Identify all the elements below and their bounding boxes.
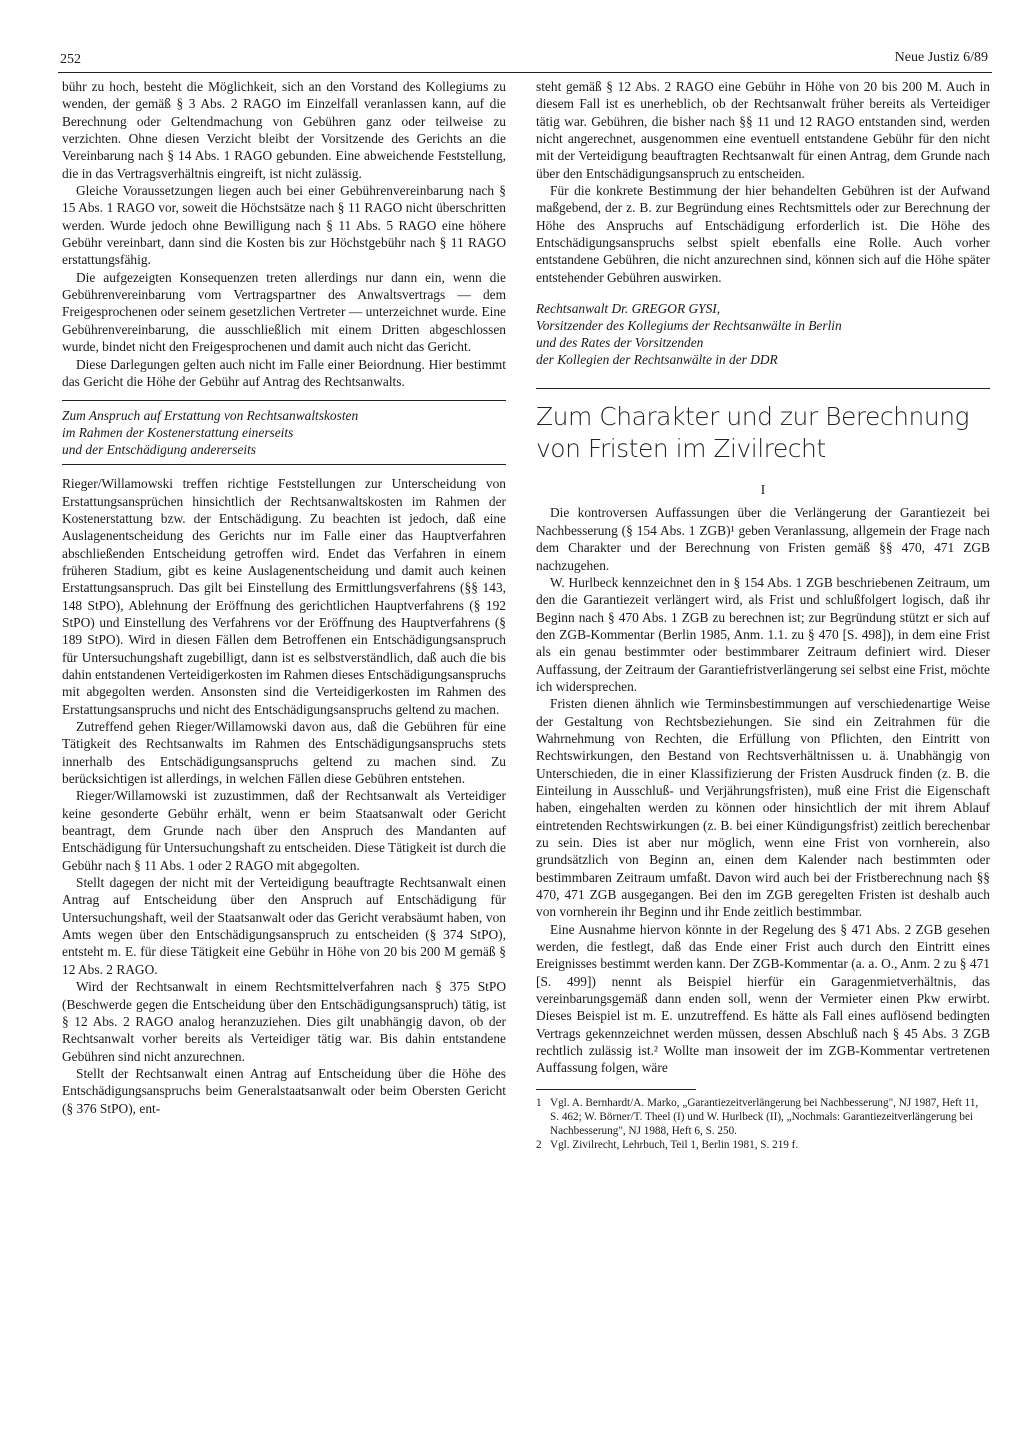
paragraph: Diese Darlegungen gelten auch nicht im Falle einer Beiordnung. Hier bestimmt das Gericht die Höhe der Gebühr auf Antrag des Rechtsanwalts. (62, 356, 506, 389)
section-number: I (760, 482, 766, 498)
comment-heading-line: und der Entschädigung andererseits (62, 442, 257, 458)
header-rule (58, 72, 992, 73)
signature-line: Vorsitzender des Kollegiums der Rechtsanwälte in Berlin (536, 318, 842, 334)
footnote-number: 1 (536, 1096, 542, 1109)
paragraph: W. Hurlbeck kennzeichnet den in § 154 Abs. 1 ZGB beschriebenen Zeitraum, um den die Garantiezeit verlängert wird, als Frist und schlußfolgert logisch, daß ihr Beginn nach § 470 Abs. 1 ZGB zu berechnen ist; zur Begründung stützt er sich auf den ZGB-Kommentar (Berlin 1985, Anm. 1.1. zu § 470 [S. 498]), in dem eine Frist als ein genau bestimmter oder bestimmbarer Zeitraum definiert wird. Dieser Auffassung, der Zeitraum der Garantiefristverlängerung sei selbst eine Frist, möchte ich widersprechen. (536, 574, 990, 694)
section-rule (62, 464, 506, 465)
footnote (536, 1138, 990, 1152)
article-title-line: Zum Charakter und zur Berechnung (536, 402, 970, 432)
comment-heading (62, 407, 506, 458)
paragraph: bühr zu hoch, besteht die Möglichkeit, sich an den Vorstand des Kollegiums zu wenden, der gemäß § 3 Abs. 2 RAGO im Einzelfall veranlassen kann, auf die Berechnung oder Geltendmachung von Gebühren ganz oder teilweise zu verzichten. Ohne diesen Verzicht bleibt der Vorsitzende des Gerichts an die Vereinbarung nach § 14 Abs. 1 RAGO gebunden. Eine abweichende Feststellung, die in das Vertragsverhältnis eingreift, ist nicht zulässig. (62, 79, 506, 181)
paragraph: Gleiche Voraussetzungen liegen auch bei einer Gebührenvereinbarung nach § 15 Abs. 1 RAGO vor, soweit die Höchstsätze nach § 11 RAGO nicht überschritten werden. Wurde jedoch ohne Bewilligung nach § 11 Abs. 5 RAGO eine höhere Gebühr vereinbart, dann sind die Kosten bis zur Höchstgebühr nach § 11 RAGO erstattungsfähig. (62, 183, 506, 268)
right-column (536, 78, 990, 1152)
paragraph: Rieger/Willamowski treffen richtige Feststellungen zur Unterscheidung von Erstattungsansprüchen hinsichtlich der Rechtsanwaltskosten im Rahmen der Kostenerstattung bzw. der Entschädigung. Zu beachten ist jedoch, daß eine Auslagenentscheidung des Gerichts nur im Falle einer das Hauptverfahren abschließenden Entscheidung getroffen wird. Endet das Verfahren in einem früheren Stadium, gibt es keine Auslagenentscheidung und damit auch keinen Erstattungsanspruch. Das gilt bei Einstellung des Ermittlungsverfahrens (§§ 143, 148 StPO), Ablehnung der Eröffnung des gerichtlichen Hauptverfahrens (§ 192 StPO) und Einstellung des Verfahrens vor der Eröffnung des Hauptverfahrens (§ 189 StPO). Wird in diesen Fällen dem Betroffenen ein Entschädigungsanspruch für Untersuchungshaft zugebilligt, dann ist es selbstverständlich, daß auch die bis dahin entstandenen Verteidigerkosten im Rahmen dieses Entschädigungsanspruchs mit abgegolten werden. Ansonsten sind die Verteidigerkosten im Rahmen des Erstattungsanspruchs und nicht des Entschädigungsanspruchs geltend zu machen. (62, 476, 506, 717)
author-signature (536, 300, 990, 368)
journal-issue: Neue Justiz 6/89 (894, 50, 988, 65)
footnote-text: Vgl. A. Bernhardt/A. Marko, „Garantiezeitverlängerung bei Nachbesserung", NJ 1987, Heft 11, S. 462; W. Börner/T. Theel (I) und W. Hurlbeck (II), „Nochmals: Garantiezeitverlängerung bei Nachbesserung", NJ 1988, Heft 6, S. 250. (550, 1096, 979, 1137)
signature-line: und des Rates der Vorsitzenden (536, 335, 704, 351)
footnote-number: 2 (536, 1138, 542, 1151)
paragraph: Eine Ausnahme hiervon könnte in der Regelung des § 471 Abs. 2 ZGB gesehen werden, die festlegt, daß das Ende einer Frist auch durch den Eintritt eines Ereignisses bestimmt werden kann. Der ZGB-Kommentar (a. a. O., Anm. 2 zu § 471 [S. 499]) nennt als Beispiel hierfür ein Garagenmietverhältnis, das vereinbarungsgemäß dann enden soll, wenn der Vermieter einen Pkw erwirbt. Dieses Beispiel ist m. E. unzutreffend. Es hätte als Fall eines auflösend bedingten Vertrags gekennzeichnet werden müssen, dessen Abschluß nach § 45 Abs. 3 ZGB rechtlich zulässig ist.² Wollte man insoweit der im ZGB-Kommentar vertretenen Auffassung folgen, wäre (536, 921, 990, 1076)
article-title-line: von Fristen im Zivilrecht (536, 434, 826, 464)
paragraph: Rieger/Willamowski ist zuzustimmen, daß der Rechtsanwalt als Verteidiger keine gesonderte Gebühr erhält, wenn er beim Staatsanwalt oder Gericht beantragt, dem Grunde nach über den Anspruch des Mandanten auf Entschädigung für Untersuchungshaft zu entscheiden. Diese Tätigkeit ist durch die Gebühr nach § 11 Abs. 1 oder 2 RAGO mit abgegolten. (62, 788, 506, 873)
article-separator (536, 388, 990, 389)
paragraph: Zutreffend gehen Rieger/Willamowski davon aus, daß die Gebühren für eine Tätigkeit des Rechtsanwalts im Rahmen des Entschädigungsanspruchs stets innerhalb des Entschädigungsanspruchs geltend zu machen sind. Zu berücksichtigen ist allerdings, in welchen Fällen diese Gebühren entstehen. (62, 719, 506, 787)
comment-heading-line: im Rahmen der Kostenerstattung einerseits (62, 425, 294, 441)
paragraph: Die aufgezeigten Konsequenzen treten allerdings nur dann ein, wenn die Gebührenvereinbarung vom Vertragspartner des Anwaltsvertrags — dem Freigesprochenen oder seinem gesetzlichen Vertreter — unterzeichnet wurde. Eine Gebührenvereinbarung, die ausschließlich mit einem Dritten abgeschlossen wurde, bindet nicht den Freigesprochenen und damit auch nicht das Gericht. (62, 269, 506, 355)
footnote-text: Vgl. Zivilrecht, Lehrbuch, Teil 1, Berlin 1981, S. 219 f. (550, 1138, 799, 1151)
footnote (536, 1096, 990, 1138)
page-number: 252 (60, 52, 81, 67)
paragraph: Die kontroversen Auffassungen über die Verlängerung der Garantiezeit bei Nachbesserung (§ 154 Abs. 1 ZGB)¹ geben Veranlassung, allgemein der Frage nach dem Charakter und der Berechnung von Fristen gemäß §§ 470, 471 ZGB nachzugehen. (536, 505, 990, 573)
paragraph: Stellt der Rechtsanwalt einen Antrag auf Entscheidung über die Höhe des Entschädigungsanspruchs beim Generalstaatsanwalt oder beim Obersten Gericht (§ 376 StPO), ent- (62, 1065, 506, 1116)
left-column (62, 78, 506, 1117)
paragraph: steht gemäß § 12 Abs. 2 RAGO eine Gebühr in Höhe von 20 bis 200 M. Auch in diesem Fall ist es unerheblich, ob der Rechtsanwalt früher bereits als Verteidiger tätig war. Gebühren, die bisher nach §§ 11 und 12 RAGO entstanden sind, werden nicht angerechnet, ausgenommen eine eventuell entstandene Gebühr für den nicht mit der Verteidigung beauftragten Rechtsanwalt für einen Antrag, dem Grunde nach über den Entschädigungsanspruch zu entscheiden. (536, 79, 990, 181)
paragraph: Für die konkrete Bestimmung der hier behandelten Gebühren ist der Aufwand maßgebend, der z. B. zur Begründung eines Rechtsmittels oder zur Berechnung der Höhe des Anspruchs auf Entschädigung erforderlich ist. Die Höhe des Entschädigungsanspruchs selbst spielt ebenfalls eine Rolle. Auch vorher entstandene Gebühren, die nicht anzurechnen sind, können sich auf die Höhe später entstehender Gebühren auswirken. (536, 183, 990, 285)
footnotes (536, 1096, 990, 1152)
section-rule (62, 400, 506, 401)
comment-heading-line: Zum Anspruch auf Erstattung von Rechtsanwaltskosten (62, 408, 359, 424)
footnote-rule (536, 1089, 696, 1090)
signature-line: Rechtsanwalt Dr. GREGOR GYSI, (536, 301, 721, 317)
article-title (536, 401, 990, 465)
paragraph: Wird der Rechtsanwalt in einem Rechtsmittelverfahren nach § 375 StPO (Beschwerde gegen die Entscheidung über den Entschädigungsanspruch) tätig, ist § 12 Abs. 2 RAGO analog heranzuziehen. Dies gilt unabhängig davon, ob der Rechtsanwalt vorher bereits als Verteidiger tätig war. Bis dahin entstandene Gebühren sind nicht anzurechnen. (62, 979, 506, 1064)
signature-line: der Kollegien der Rechtsanwälte in der DDR (536, 352, 778, 368)
paragraph: Stellt dagegen der nicht mit der Verteidigung beauftragte Rechtsanwalt einen Antrag auf Entscheidung über den Anspruch auf Entschädigung für Untersuchungshaft, weil der Staatsanwalt oder das Gericht verabsäumt haben, von Amts wegen über den Entschädigungsanspruch zu entscheiden (§ 374 StPO), entsteht m. E. für diese Tätigkeit eine Gebühr in Höhe von 20 bis 200 M gemäß § 12 Abs. 2 RAGO. (62, 875, 506, 977)
paragraph: Fristen dienen ähnlich wie Terminsbestimmungen auf verschiedenartige Weise der Gestaltung von Rechtsbeziehungen. Sie sind ein Zeitrahmen für die Wahrnehmung von Rechten, die Erfüllung von Pflichten, den Eintritt von Rechtswirkungen, den Bestand von Rechtsverhältnissen u. ä. Unabhängig von Unterschieden, die in einer Klassifizierung der Fristen Ausdruck finden (z. B. die Einteilung in Ausschluß- und Verjährungsfristen), muß eine Frist die Eigenschaft haben, eingehalten werden zu können oder hinsichtlich der mit ihrem Ablauf eintretenden Rechtswirkungen (z. B. bei einer Kündigungsfrist) zeitlich berechenbar zu sein. Dies ist aber nur möglich, wenn eine Frist von vornherein, also grundsätzlich von Beginn an, einen dem Kalender nach bestimmten oder bestimmbaren Zeitraum umfaßt. Davon wird auch bei der Fristberechnung nach §§ 470, 471 ZGB ausgegangen. Bei den im ZGB geregelten Fristen ist deshalb auch von vornherein ihr Beginn und ihr Ende zeitlich bestimmbar. (536, 696, 990, 920)
